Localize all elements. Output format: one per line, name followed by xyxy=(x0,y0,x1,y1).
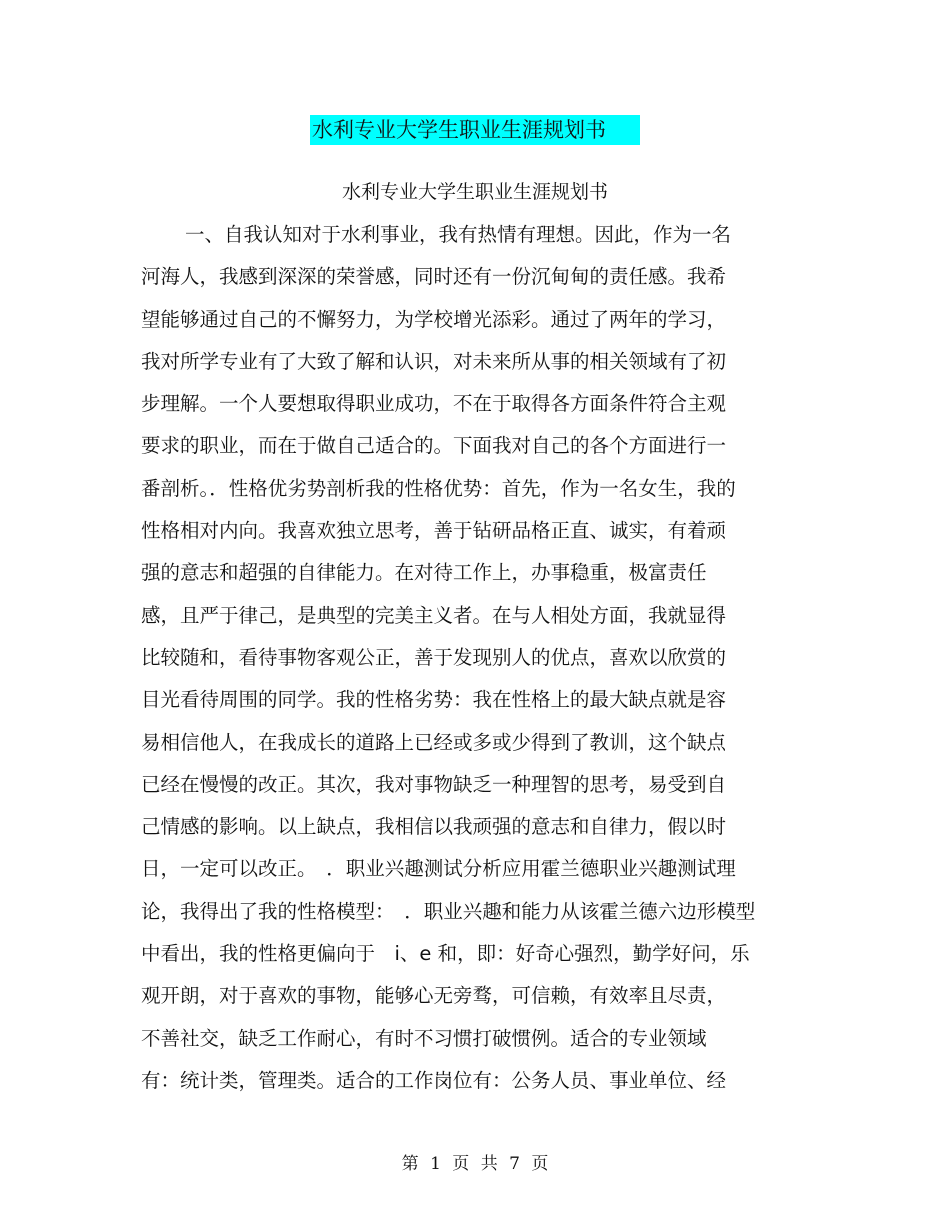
body-line: 目光看待周围的同学。我的性格劣势：我在性格上的最大缺点就是容 xyxy=(141,688,727,712)
body-line: 强的意志和超强的自律能力。在对待工作上，办事稳重，极富责任 xyxy=(141,561,707,585)
body-line: 易相信他人，在我成长的道路上已经或多或少得到了教训，这个缺点 xyxy=(141,730,727,754)
body-line: 论，我得出了我的性格模型： ．职业兴趣和能力从该霍兰德六边形模型 xyxy=(141,899,756,923)
body-line: 中看出，我的性格更偏向于 i、e 和，即：好奇心强烈，勤学好问，乐 xyxy=(141,942,750,966)
document-title: 水利专业大学生职业生涯规划书 xyxy=(310,115,640,145)
body-line: 已经在慢慢的改正。其次，我对事物缺乏一种理智的思考，易受到自 xyxy=(141,772,727,796)
body-line: 番剖析。．性格优劣势剖析我的性格优势：首先，作为一名女生，我的 xyxy=(141,476,736,500)
document-body xyxy=(141,220,801,1108)
title-container xyxy=(0,115,950,145)
body-line: 河海人，我感到深深的荣誉感，同时还有一份沉甸甸的责任感。我希 xyxy=(141,265,727,289)
body-line: 一、自我认知对于水利事业，我有热情有理想。因此，作为一名 xyxy=(185,223,732,246)
body-line: 步理解。一个人要想取得职业成功，不在于取得各方面条件符合主观 xyxy=(141,392,727,416)
body-line: 己情感的影响。以上缺点，我相信以我顽强的意志和自律力，假以时 xyxy=(141,815,727,839)
body-line: 有：统计类，管理类。适合的工作岗位有：公务人员、事业单位、经 xyxy=(141,1068,727,1092)
page-footer: 第 1 页 共 7 页 xyxy=(401,1154,549,1174)
body-line: 性格相对内向。我喜欢独立思考，善于钻研品格正直、诚实，有着顽 xyxy=(141,519,727,543)
body-line: 不善社交，缺乏工作耐心，有时不习惯打破惯例。适合的专业领域 xyxy=(141,1026,707,1050)
document-subtitle: 水利专业大学生职业生涯规划书 xyxy=(341,181,608,203)
body-line: 望能够通过自己的不懈努力，为学校增光添彩。通过了两年的学习， xyxy=(141,307,727,331)
body-line: 比较随和，看待事物客观公正，善于发现别人的优点，喜欢以欣赏的 xyxy=(141,645,727,669)
body-line: 感，且严于律己，是典型的完美主义者。在与人相处方面，我就显得 xyxy=(141,603,727,627)
body-line: 观开朗，对于喜欢的事物，能够心无旁骛，可信赖，有效率且尽责， xyxy=(141,984,727,1008)
body-line: 日，一定可以改正。 ．职业兴趣测试分析应用霍兰德职业兴趣测试理 xyxy=(141,857,736,881)
body-line: 要求的职业，而在于做自己适合的。下面我对自己的各个方面进行一 xyxy=(141,434,727,458)
body-line: 我对所学专业有了大致了解和认识，对未来所从事的相关领域有了初 xyxy=(141,349,727,373)
